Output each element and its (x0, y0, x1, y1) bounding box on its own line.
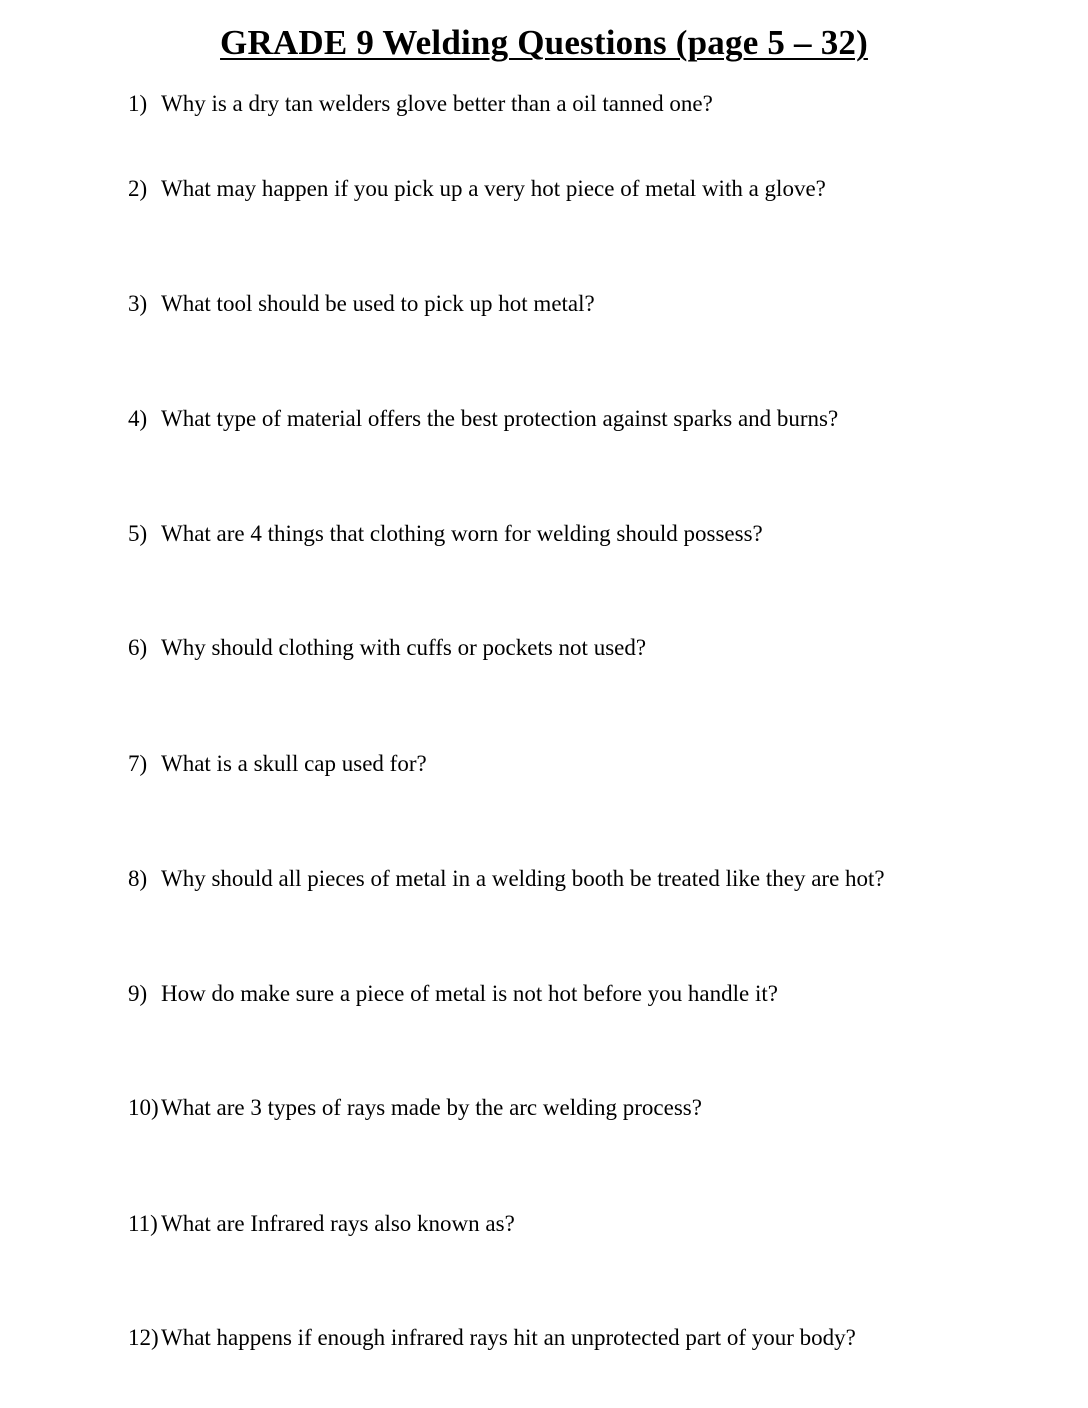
question-text: Why should all pieces of metal in a welding booth be treated like they are hot? (161, 866, 885, 891)
question-item (128, 979, 1028, 1009)
question-text: What type of material offers the best protection against sparks and burns? (161, 406, 839, 431)
question-number: 11) (128, 1211, 158, 1236)
question-number: 7) (128, 751, 148, 776)
question-number: 10) (128, 1095, 159, 1120)
question-number: 6) (128, 635, 148, 660)
question-number: 5) (128, 521, 148, 546)
question-text: What are 4 things that clothing worn for welding should possess? (161, 521, 763, 546)
question-text: What are 3 types of rays made by the arc welding process? (161, 1095, 702, 1120)
question-number: 9) (128, 981, 148, 1006)
question-item (128, 1093, 1028, 1123)
question-item (128, 1323, 1028, 1353)
question-number: 12) (128, 1325, 159, 1350)
question-text: How do make sure a piece of metal is not hot before you handle it? (161, 981, 778, 1006)
question-number: 3) (128, 291, 148, 316)
page-title: GRADE 9 Welding Questions (page 5 – 32) (220, 23, 868, 62)
question-item (128, 633, 1028, 663)
question-number: 4) (128, 406, 148, 431)
question-text: Why is a dry tan welders glove better than a oil tanned one? (161, 91, 713, 116)
question-number: 8) (128, 866, 148, 891)
question-item (128, 519, 1028, 549)
question-item (128, 1209, 1028, 1239)
question-item (128, 404, 1028, 434)
question-item (128, 89, 1028, 119)
question-text: What are Infrared rays also known as? (161, 1211, 515, 1236)
question-number: 2) (128, 176, 148, 201)
question-text: What may happen if you pick up a very hot piece of metal with a glove? (161, 176, 826, 201)
question-item (128, 289, 1028, 319)
question-text: What happens if enough infrared rays hit an unprotected part of your body? (161, 1325, 856, 1350)
question-text: What tool should be used to pick up hot metal? (161, 291, 595, 316)
question-text: Why should clothing with cuffs or pockets not used? (161, 635, 647, 660)
question-item (128, 749, 1028, 779)
question-item (128, 174, 1028, 204)
question-number: 1) (128, 91, 148, 116)
question-item (128, 864, 1028, 894)
question-text: What is a skull cap used for? (161, 751, 427, 776)
